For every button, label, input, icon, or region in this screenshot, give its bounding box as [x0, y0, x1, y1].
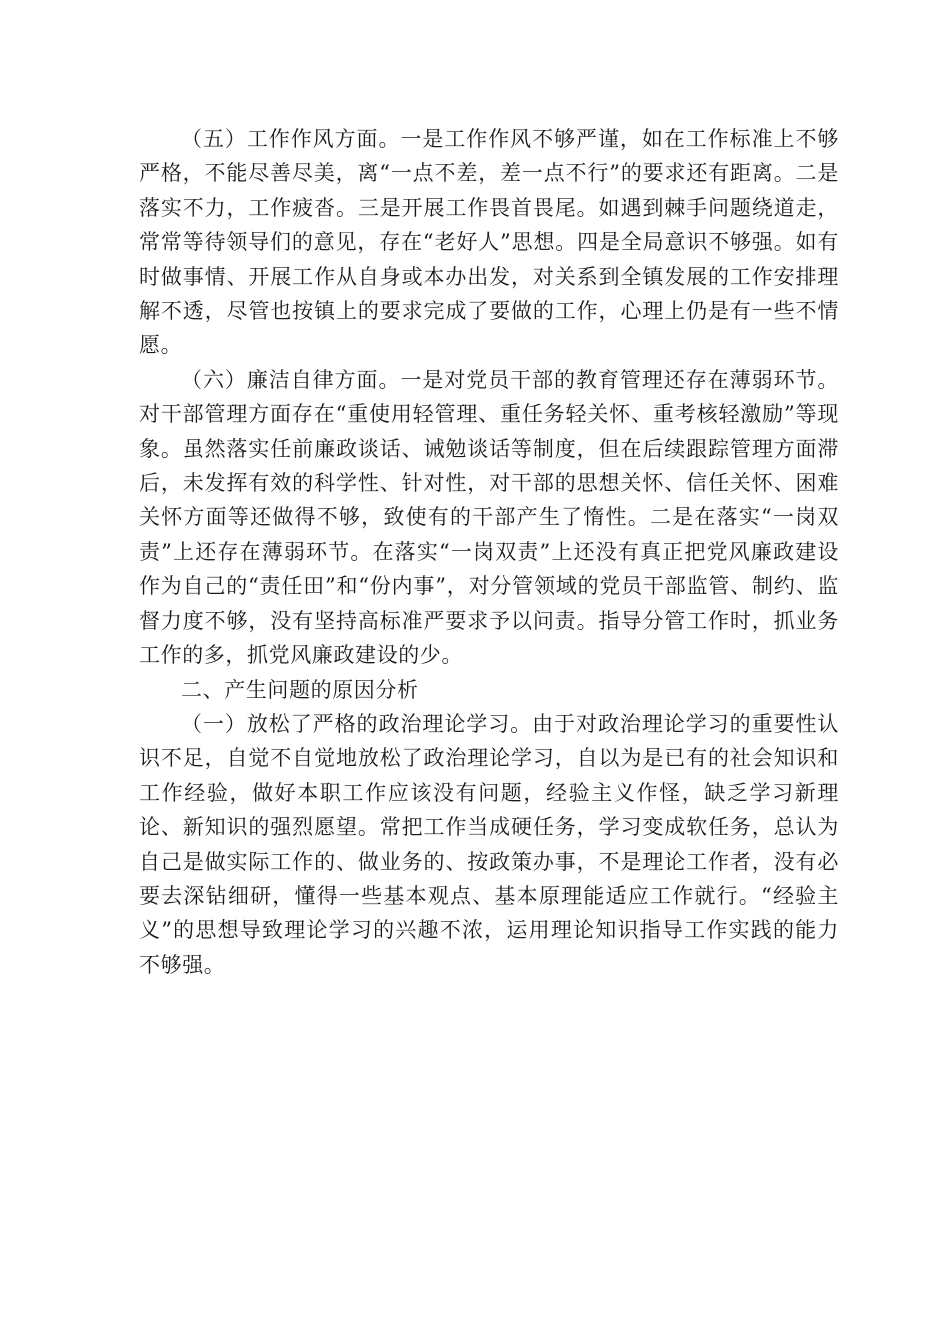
document-body [139, 122, 839, 982]
paragraph-integrity: （六）廉洁自律方面。一是对党员干部的教育管理还存在薄弱环节。对干部管理方面存在“重使用轻管理、重任务轻关怀、重考核轻激励”等现象。虽然落实任前廉政谈话、诫勉谈话等制度，但在后续跟踪管理方面滞后，未发挥有效的科学性、针对性，对干部的思想关怀、信任关怀、困难关怀方面等还做得不够，致使有的干部产生了惰性。二是在落实“一岗双责”上还存在薄弱环节。在落实“一岗双责”上还没有真正把党风廉政建设作为自己的“责任田”和“份内事”，对分管领域的党员干部监管、制约、监督力度不够，没有坚持高标准严要求予以问责。指导分管工作时，抓业务工作的多，抓党风廉政建设的少。 [139, 367, 839, 668]
paragraph-theory-study: （一）放松了严格的政治理论学习。由于对政治理论学习的重要性认识不足，自觉不自觉地放松了政治理论学习，自以为是已有的社会知识和工作经验，做好本职工作应该没有问题，经验主义作怪，缺乏学习新理论、新知识的强烈愿望。常把工作当成硬任务，学习变成软任务，总认为自己是做实际工作的、做业务的、按政策办事，不是理论工作者，没有必要去深钻细研，懂得一些基本观点、基本原理能适应工作就行。“经验主义”的思想导致理论学习的兴趣不浓，运用理论知识指导工作实践的能力不够强。 [139, 711, 839, 977]
section-heading-cause-analysis: 二、产生问题的原因分析 [181, 677, 419, 702]
paragraph-work-style: （五）工作作风方面。一是工作作风不够严谨，如在工作标准上不够严格，不能尽善尽美，离“一点不差，差一点不行”的要求还有距离。二是落实不力，工作疲沓。三是开展工作畏首畏尾。如遇到棘手问题绕道走，常常等待领导们的意见，存在“老好人”思想。四是全局意识不够强。如有时做事情、开展工作从自身或本办出发，对关系到全镇发展的工作安排理解不透，尽管也按镇上的要求完成了要做的工作，心理上仍是有一些不情愿。 [139, 127, 839, 358]
